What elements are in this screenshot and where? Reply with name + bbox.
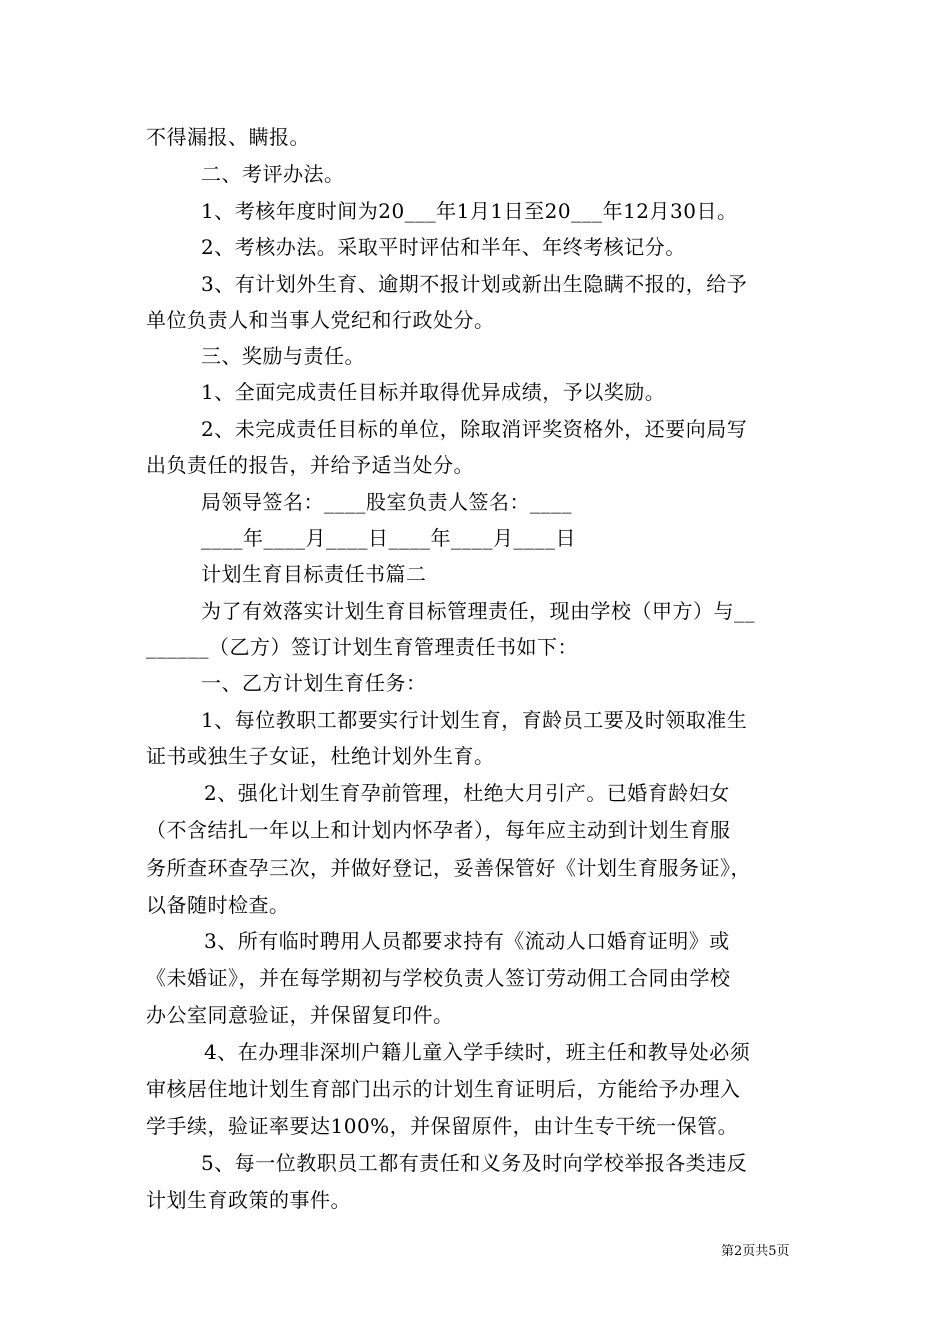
text-line: 2、考核办法。采取平时评估和半年、年终考核记分。 [201, 235, 686, 259]
date-line: ____年____月____日____年____月____日 [201, 526, 576, 550]
text-line: 务所查环查孕三次，并做好登记，妥善保管好《计划生育服务证》， [146, 856, 751, 880]
text-line: 单位负责人和当事人党纪和行政处分。 [146, 308, 495, 332]
page-number-footer: 第2页共5页 [721, 1244, 790, 1259]
text-line: 以备随时检查。 [146, 893, 290, 917]
text-line: （不含结扎一年以上和计划内怀孕者），每年应主动到计划生育服 [146, 818, 731, 842]
text-line: 出负责任的报告，并给予适当处分。 [146, 453, 474, 477]
text-line: 不得漏报、瞒报。 [146, 125, 310, 149]
text-line: 办公室同意验证，并保留复印件。 [146, 1003, 454, 1027]
document-title: 计划生育目标责任书篇二 [201, 562, 427, 586]
text-line: 1、考核年度时间为20___年1月1日至20___年12月30日。 [201, 199, 738, 223]
section-heading: 三、奖励与责任。 [201, 344, 365, 368]
text-line: 审核居住地计划生育部门出示的计划生育证明后，方能给予办理入 [146, 1077, 741, 1101]
text-line: 2、未完成责任目标的单位，除取消评奖资格外，还要向局写 [201, 417, 748, 441]
text-line: 2、强化计划生育孕前管理，杜绝大月引产。已婚育龄妇女 [204, 781, 730, 805]
text-line: 5、每一位教职员工都有责任和义务及时向学校举报各类违反 [201, 1151, 748, 1175]
text-line: 1、每位教职工都要实行计划生育，育龄员工要及时领取准生 [201, 708, 748, 732]
text-line: ______（乙方）签订计划生育管理责任书如下： [146, 635, 578, 659]
text-line: 为了有效落实计划生育目标管理责任，现由学校（甲方）与__ [201, 599, 755, 623]
text-line: 学手续，验证率要达100%，并保留原件，由计生专干统一保管。 [146, 1114, 739, 1138]
text-line: 3、所有临时聘用人员都要求持有《流动人口婚育证明》或 [204, 929, 730, 953]
text-line: 证书或独生子女证，杜绝计划外生育。 [146, 744, 495, 768]
text-line: 3、有计划外生育、逾期不报计划或新出生隐瞒不报的，给予 [201, 272, 748, 296]
text-line: 《未婚证》，并在每学期初与学校负责人签订劳动佣工合同由学校 [146, 966, 731, 990]
section-heading: 二、考评办法。 [201, 162, 345, 186]
text-line: 1、全面完成责任目标并取得优异成绩，予以奖励。 [201, 380, 666, 404]
text-line: 4、在办理非深圳户籍儿童入学手续时，班主任和教导处必须 [204, 1040, 751, 1064]
section-heading: 一、乙方计划生育任务： [201, 671, 427, 695]
text-line: 计划生育政策的事件。 [146, 1188, 351, 1212]
signature-line: 局领导签名：____股室负责人签名：____ [201, 490, 572, 514]
